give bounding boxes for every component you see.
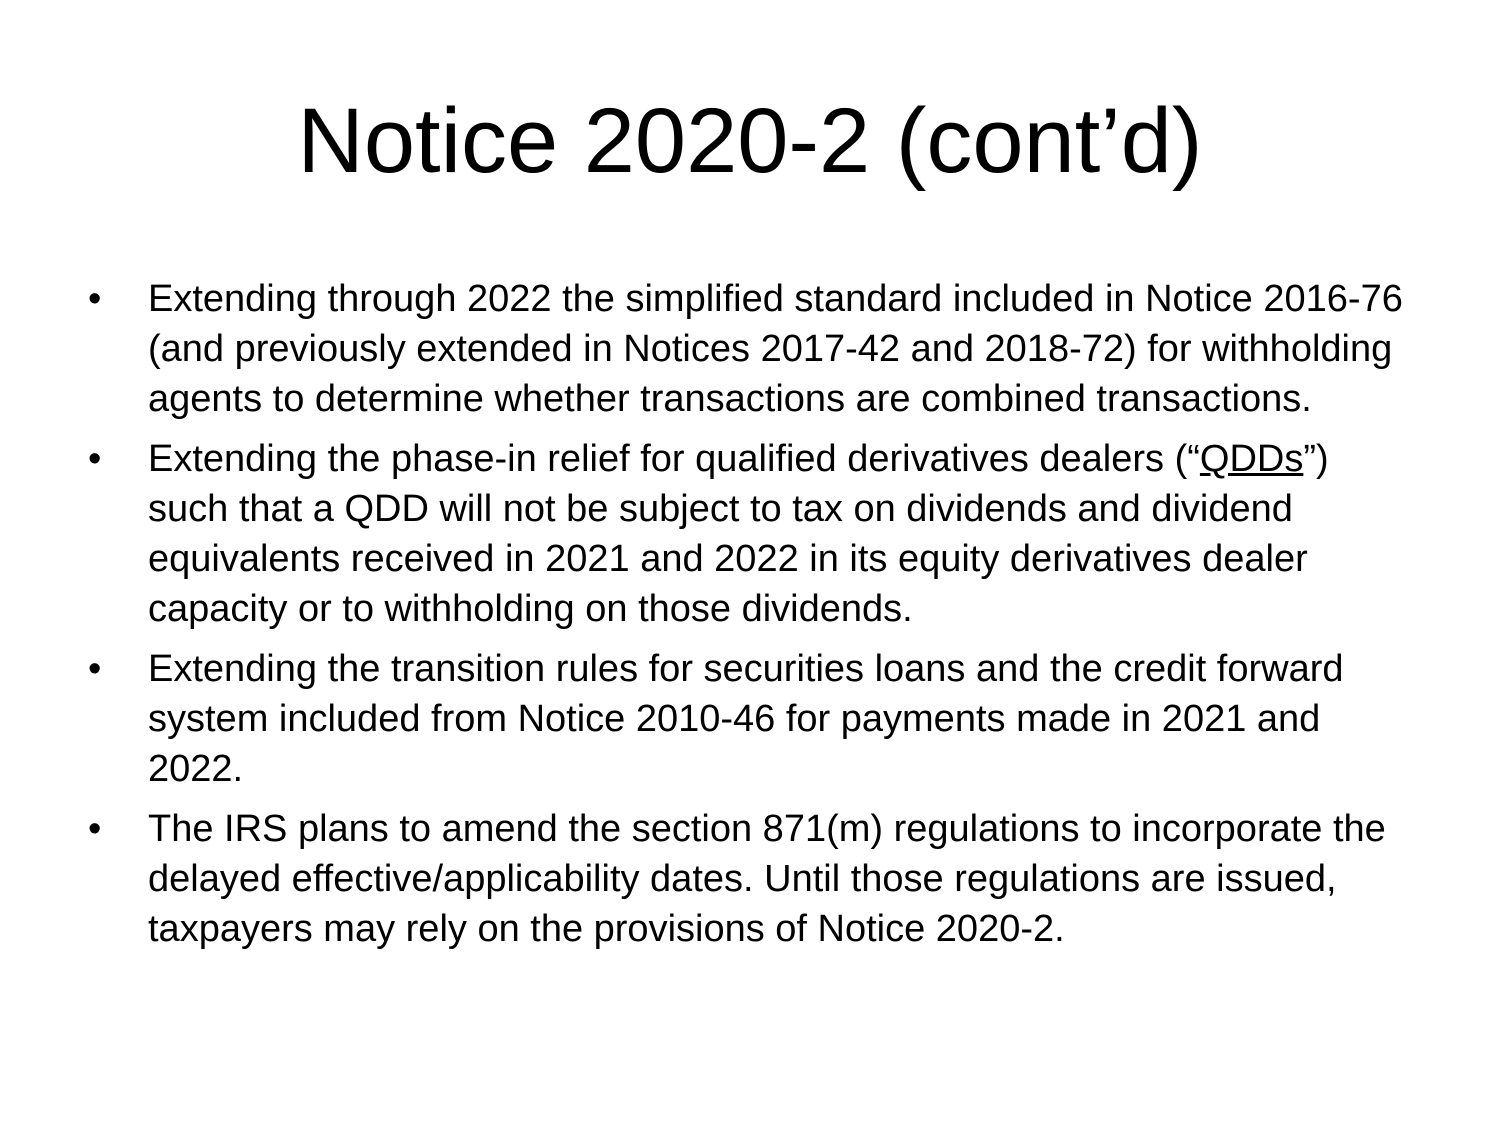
bullet-text-1: Extending through 2022 the simplified standard included in Notice 2016-76 (and previously extended in Notices 2017-42 and 2018-72) for withholding agents to determine whether transactions are combined transactions.	[148, 278, 1403, 420]
qdd-term: QDDs	[1199, 438, 1304, 480]
bullet-text-2	[148, 434, 1410, 634]
bullet-text-2-before: Extending the phase-in relief for qualified derivatives dealers (“	[148, 438, 1200, 480]
bullet-text-3: Extending the transition rules for securities loans and the credit forward system included from Notice 2010-46 for payments made in 2021 and 2022.	[148, 648, 1344, 790]
bullet-dot-icon: •	[88, 808, 102, 850]
bullet-list	[0, 274, 1500, 964]
bullet-text-2-after: ”) such that a QDD will not be subject to tax on dividends and dividend equivalents received in 2021 and 2022 in its equity derivatives dealer capacity or to withholding on those dividends.	[148, 438, 1329, 630]
bullet-item-2	[0, 434, 1500, 634]
bullet-item-3	[0, 644, 1500, 794]
slide-title: Notice 2020-2 (cont’d)	[297, 90, 1203, 192]
bullet-dot-icon: •	[88, 278, 102, 320]
bullet-item-1	[0, 274, 1500, 424]
bullet-dot-icon: •	[88, 648, 102, 690]
bullet-dot-icon: •	[88, 438, 102, 480]
bullet-text-4: The IRS plans to amend the section 871(m) regulations to incorporate the delayed effective/applicability dates. Until those regulations are issued, taxpayers may rely on the provisions of Notice 2020-2.	[148, 808, 1386, 950]
bullet-item-4	[0, 804, 1500, 954]
